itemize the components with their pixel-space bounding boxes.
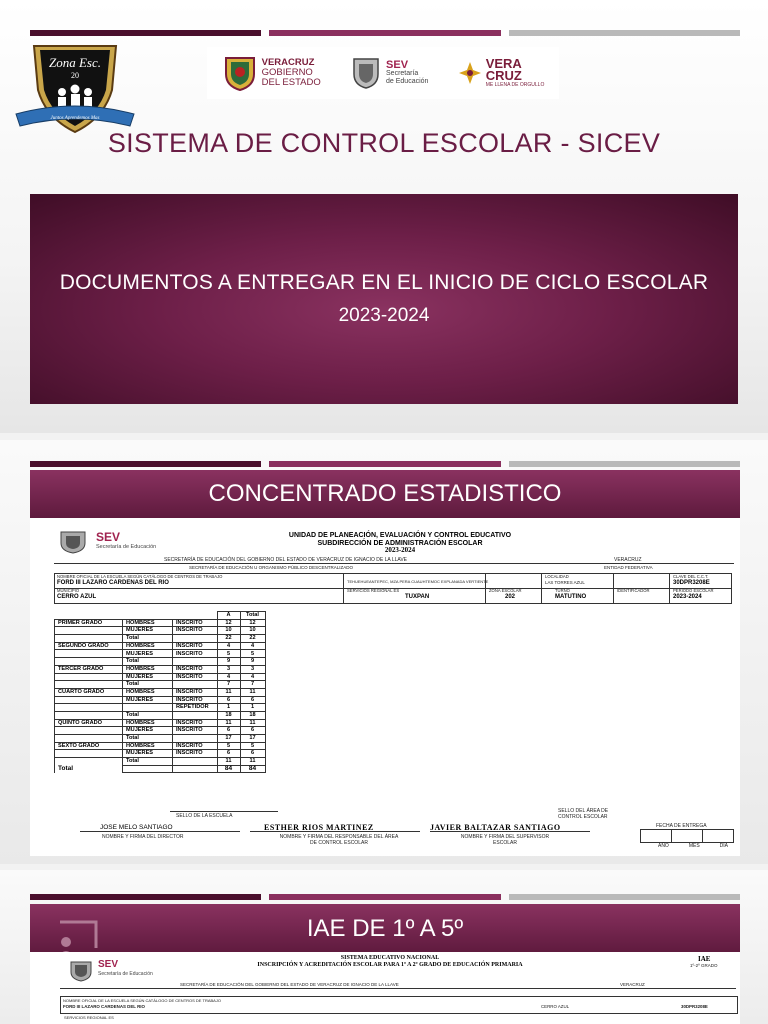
stat-cell-estado bbox=[173, 635, 218, 643]
stat-cell-a: 22 bbox=[217, 635, 240, 643]
stat-cell-sexo: HOMBRES bbox=[123, 665, 173, 673]
stat-cell-estado: INSCRITO bbox=[173, 688, 218, 696]
stat-cell-total: 11 bbox=[240, 688, 265, 696]
stat-cell-sexo: Total bbox=[123, 658, 173, 666]
stat-cell-a: 11 bbox=[217, 688, 240, 696]
stat-cell-a: 6 bbox=[217, 696, 240, 704]
table-row bbox=[55, 635, 266, 643]
veracruz-shield-icon bbox=[222, 54, 258, 92]
stat-cell-grado bbox=[55, 696, 123, 704]
stat-cell-estado: INSCRITO bbox=[173, 665, 218, 673]
stat-cell-total: 5 bbox=[240, 742, 265, 750]
veracruz-star-icon bbox=[458, 61, 482, 85]
stat-cell-a: 17 bbox=[217, 735, 240, 743]
stat-cell-a: 11 bbox=[217, 758, 240, 766]
table-row bbox=[55, 742, 266, 750]
stat-cell-estado: INSCRITO bbox=[173, 642, 218, 650]
veracruz-gobierno-logo: VERACRUZ GOBIERNO DEL ESTADO bbox=[222, 54, 321, 92]
stat-cell-total: 9 bbox=[240, 658, 265, 666]
table-row bbox=[55, 735, 266, 743]
stat-cell-estado: INSCRITO bbox=[173, 742, 218, 750]
stat-cell-sexo: Total bbox=[123, 758, 173, 766]
stat-cell-estado: INSCRITO bbox=[173, 719, 218, 727]
stat-cell-total: 17 bbox=[240, 735, 265, 743]
stat-cell-total: 5 bbox=[240, 650, 265, 658]
stat-cell-grado bbox=[55, 750, 123, 758]
supervisor-name: JAVIER BALTAZAR SANTIAGO bbox=[430, 823, 561, 832]
sev-shield-icon bbox=[350, 56, 382, 90]
stat-cell-a: 6 bbox=[217, 750, 240, 758]
stat-cell-grado: QUINTO GRADO bbox=[55, 719, 123, 727]
stat-cell-a: 9 bbox=[217, 658, 240, 666]
stat-cell-sexo: MUJERES bbox=[123, 750, 173, 758]
crest-title: Zona Esc. bbox=[49, 55, 101, 70]
stat-cell-grado bbox=[55, 711, 123, 719]
table-row bbox=[55, 765, 266, 773]
stat-cell-estado: INSCRITO bbox=[173, 673, 218, 681]
stat-cell-total: 6 bbox=[240, 696, 265, 704]
stat-cell-grado bbox=[55, 650, 123, 658]
stat-cell-sexo: MUJERES bbox=[123, 727, 173, 735]
stat-cell-estado bbox=[173, 758, 218, 766]
slide3-accent-bars bbox=[30, 894, 740, 900]
stat-cell-total: 10 bbox=[240, 627, 265, 635]
stat-cell-estado: REPETIDOR bbox=[173, 704, 218, 712]
stat-cell-estado: INSCRITO bbox=[173, 650, 218, 658]
table-row bbox=[55, 627, 266, 635]
stat-cell-total: 12 bbox=[240, 619, 265, 627]
stat-cell-total: 3 bbox=[240, 665, 265, 673]
stat-cell-estado bbox=[173, 658, 218, 666]
stat-cell-estado: INSCRITO bbox=[173, 627, 218, 635]
stat-cell-a: 7 bbox=[217, 681, 240, 689]
stat-cell-a: 1 bbox=[217, 704, 240, 712]
stat-cell-a: 5 bbox=[217, 650, 240, 658]
stat-cell-a: 11 bbox=[217, 719, 240, 727]
stat-cell-grado: SEGUNDO GRADO bbox=[55, 642, 123, 650]
stat-cell-grado bbox=[55, 627, 123, 635]
stat-cell-a: 12 bbox=[217, 619, 240, 627]
stat-cell-total: 7 bbox=[240, 681, 265, 689]
zona-escolar-crest-logo bbox=[14, 40, 136, 136]
stat-cell-estado bbox=[173, 711, 218, 719]
stat-cell-sexo: Total bbox=[123, 681, 173, 689]
stat-cell-total: 18 bbox=[240, 711, 265, 719]
table-row bbox=[55, 711, 266, 719]
stat-cell-sexo: HOMBRES bbox=[123, 719, 173, 727]
stat-cell-grado bbox=[55, 681, 123, 689]
table-row bbox=[55, 650, 266, 658]
table-row bbox=[55, 758, 266, 766]
government-logos-strip bbox=[207, 47, 559, 99]
table-row bbox=[55, 750, 266, 758]
table-row bbox=[55, 719, 266, 727]
table-row bbox=[55, 673, 266, 681]
stat-cell-estado: INSCRITO bbox=[173, 727, 218, 735]
slide2-accent-bars bbox=[30, 461, 740, 467]
slide-concentrado bbox=[0, 440, 768, 864]
stat-cell-grado: CUARTO GRADO bbox=[55, 688, 123, 696]
sev-secretaria-logo: SEV Secretaría de Educación bbox=[350, 56, 428, 90]
svg-text:20: 20 bbox=[71, 71, 79, 80]
stat-cell-grado: Total bbox=[55, 765, 123, 773]
stat-cell-grado bbox=[55, 658, 123, 666]
table-row bbox=[55, 665, 266, 673]
stat-cell-total: 11 bbox=[240, 758, 265, 766]
stat-cell-sexo: Total bbox=[123, 735, 173, 743]
slide-title bbox=[0, 0, 768, 433]
table-row bbox=[55, 619, 266, 627]
iae-document: SEV Secretaría de Educación SISTEMA EDUCATIVO NACIONAL INSCRIPCIÓN Y ACREDITACIÓN ESCOLAR PARA 1º A 2º GRADO DE EDUCACIÓN PRIMARIA IAE 1º-2º GRADO SECRETARÍA DE EDUCACIÓN DEL GOBIERNO DEL ESTADO DE VERACRUZ DE IGNACIO DE LA LLAVE VERACRUZ NOMBRE OFICIAL DE LA ESCUELA SEGÚN CATÁLOGO DE CENTROS DE TRABAJO FORD III LAZARO CARDENAS DEL RIO CERRO AZUL 30DPR3208E SERVICIOS REGIONAL ES bbox=[30, 952, 740, 1024]
stat-cell-sexo: HOMBRES bbox=[123, 642, 173, 650]
sev-shield-icon bbox=[58, 530, 88, 554]
stat-cell-estado bbox=[173, 765, 218, 773]
stat-cell-sexo: HOMBRES bbox=[123, 619, 173, 627]
stat-cell-total: 22 bbox=[240, 635, 265, 643]
stat-cell-sexo: MUJERES bbox=[123, 673, 173, 681]
stat-cell-a: 4 bbox=[217, 673, 240, 681]
stat-cell-grado bbox=[55, 673, 123, 681]
stat-cell-grado bbox=[55, 635, 123, 643]
table-row bbox=[55, 727, 266, 735]
stat-cell-sexo: Total bbox=[123, 711, 173, 719]
stat-cell-sexo bbox=[123, 704, 173, 712]
table-row bbox=[55, 642, 266, 650]
fecha-entrega-box bbox=[640, 829, 734, 843]
stat-cell-total: 6 bbox=[240, 727, 265, 735]
title-banner bbox=[30, 194, 738, 404]
stat-cell-grado: SEXTO GRADO bbox=[55, 742, 123, 750]
slide2-header: CONCENTRADO ESTADISTICO bbox=[30, 470, 740, 518]
stat-cell-a: 10 bbox=[217, 627, 240, 635]
concentrado-document: SEV Secretaría de Educación UNIDAD DE PLANEACIÓN, EVALUACIÓN Y CONTROL EDUCATIVO SUBDIRECCIÓN DE ADMINISTRACIÓN ESCOLAR 2023-2024 SECRETARÍA DE EDUCACIÓN DEL GOBIERNO DEL ESTADO DE VERACRUZ DE IGNACIO DE LA LLAVE VERACRUZ SECRETARÍA DE EDUCACIÓN U ORGANISMO PÚBLICO DESCENTRALIZADO ENTIDAD FEDERATIVA NOMBRE OFICIAL DE LA ESCUELA SEGÚN CATÁLOGO DE CENTROS DE TRABAJO FORD III LAZARO CARDENAS DEL RIO TEHUEHUEANTEPEC, MZA PERA CUAUHTEMOC EXPLANADA VERTIENTE LOCALIDAD LAS TORRES AZUL CLAVE DEL C.C.T. 30DPR3208E MUNICIPIO CERRO AZUL SERVICIOS REGIONAL ES TUXPAN ZONA ESCOLAR 202 TURNO MATUTINO IDENTIFICADOR PERIODO ESCOLAR 2023-2024 A Total PRIMER GRADO HOMBRES INSCRITO 12 12 MUJERES INSCRITO 10 10 Total 22 22 SEGUNDO GRADO HOMBRES INSCRITO 4 4 MUJERES INSCRITO 5 5 Total 9 9 TERCER GRADO HOMBRES INSCRITO 3 3 MUJERES INSCRITO 4 4 Total 7 7 CUARTO GRADO HOMBRES INSCRITO 11 11 MUJERES INSCRITO 6 6 REPETIDOR 1 1 Total 18 18 QUINTO GRADO HOMBRES INSCRITO 11 11 MUJERES INSCRITO 6 6 Total 17 17 SEXTO GRADO HOMBRES INSCRITO 5 5 MUJERES INSCRITO 6 6 Total 11 11 Total 84 84 SELLO DE LA ESCUELA SELLO DEL ÁREA DE CONTROL ESCOLAR FECHA DE ENTREGA AÑO MES DÍA JOSE MELO SANTIAGO NOMBRE Y FIRMA DEL DIRECTOR ESTHER RIOS MARTINEZ NOMBRE Y FIRMA DEL RESPONSABLE DEL ÁREA DE CONTROL ESCOLAR JAVIER BALTAZAR SANTIAGO NOMBRE Y FIRMA DEL SUPERVISOR ESCOLAR bbox=[30, 518, 740, 856]
slide3-header: IAE DE 1º A 5º bbox=[30, 904, 740, 954]
document-heading: UNIDAD DE PLANEACIÓN, EVALUACIÓN Y CONTROL EDUCATIVO SUBDIRECCIÓN DE ADMINISTRACIÓN ESCOLAR 2023-2024 bbox=[288, 532, 512, 554]
table-row bbox=[55, 658, 266, 666]
stat-cell-sexo: HOMBRES bbox=[123, 688, 173, 696]
stat-cell-total: 6 bbox=[240, 750, 265, 758]
control-escolar-name: ESTHER RIOS MARTINEZ bbox=[264, 823, 374, 832]
stat-cell-grado: PRIMER GRADO bbox=[55, 619, 123, 627]
table-row bbox=[55, 704, 266, 712]
stat-cell-a: 4 bbox=[217, 642, 240, 650]
stat-cell-a: 3 bbox=[217, 665, 240, 673]
director-name: JOSE MELO SANTIAGO bbox=[100, 824, 173, 831]
stat-cell-sexo: Total bbox=[123, 635, 173, 643]
stat-cell-estado bbox=[173, 681, 218, 689]
stat-cell-sexo: MUJERES bbox=[123, 696, 173, 704]
stat-cell-a: 6 bbox=[217, 727, 240, 735]
veracruz-orgullo-logo: VERA CRUZ ME LLENA DE ORGULLO bbox=[458, 58, 545, 89]
stat-cell-total: 11 bbox=[240, 719, 265, 727]
enrollment-statistics-table: A Total PRIMER GRADO HOMBRES INSCRITO 12 12 MUJERES INSCRITO 10 10 Total 22 22 SEGUNDO GRADO HOMBRES INSCRITO 4 4 MUJERES INSCRITO 5 5 Total 9 9 TERCER GRADO HOMBRES INSCRITO 3 3 MUJERES INSCRITO 4 4 Total 7 7 CUARTO GRADO HOMBRES INSCRITO 11 11 MUJERES INSCRITO 6 6 REPETIDOR 1 1 Total 18 18 QUINTO GRADO HOMBRES INSCRITO 11 11 MUJERES INSCRITO 6 6 Total 17 17 SEXTO GRADO HOMBRES INSCRITO 5 5 MUJERES INSCRITO 6 6 Total 11 11 Total 84 84 bbox=[54, 611, 266, 773]
stat-cell-estado: INSCRITO bbox=[173, 696, 218, 704]
stat-cell-grado bbox=[55, 704, 123, 712]
stat-cell-a: 84 bbox=[217, 765, 240, 773]
banner-title: DOCUMENTOS A ENTREGAR EN EL INICIO DE CICLO ESCOLAR bbox=[59, 271, 709, 294]
top-accent-bars bbox=[30, 30, 740, 36]
stat-cell-total: 4 bbox=[240, 673, 265, 681]
stat-cell-a: 5 bbox=[217, 742, 240, 750]
school-info-box: NOMBRE OFICIAL DE LA ESCUELA SEGÚN CATÁLOGO DE CENTROS DE TRABAJO FORD III LAZARO CARDENAS DEL RIO TEHUEHUEANTEPEC, MZA PERA CUAUHTEMOC EXPLANADA VERTIENTE LOCALIDAD LAS TORRES AZUL CLAVE DEL C.C.T. 30DPR3208E MUNICIPIO CERRO AZUL SERVICIOS REGIONAL ES TUXPAN ZONA ESCOLAR 202 TURNO MATUTINO IDENTIFICADOR PERIODO ESCOLAR 2023-2024 bbox=[54, 573, 732, 604]
stat-cell-estado bbox=[173, 735, 218, 743]
table-row bbox=[55, 688, 266, 696]
banner-year: 2023-2024 bbox=[338, 305, 430, 326]
stat-cell-total: 4 bbox=[240, 642, 265, 650]
cct-code: 30DPR3208E bbox=[673, 580, 710, 586]
stat-cell-estado: INSCRITO bbox=[173, 750, 218, 758]
stat-cell-total: 84 bbox=[240, 765, 265, 773]
stat-cell-sexo: MUJERES bbox=[123, 627, 173, 635]
stat-cell-grado: TERCER GRADO bbox=[55, 665, 123, 673]
stat-cell-a: 18 bbox=[217, 711, 240, 719]
stat-cell-grado bbox=[55, 727, 123, 735]
stat-cell-grado bbox=[55, 735, 123, 743]
stat-cell-estado: INSCRITO bbox=[173, 619, 218, 627]
table-row bbox=[55, 681, 266, 689]
slide-iae bbox=[0, 870, 768, 1024]
school-name: FORD III LAZARO CARDENAS DEL RIO bbox=[57, 580, 169, 586]
table-row bbox=[55, 696, 266, 704]
stat-cell-total: 1 bbox=[240, 704, 265, 712]
stat-cell-sexo bbox=[123, 765, 173, 773]
sev-shield-icon bbox=[68, 960, 94, 982]
stat-cell-sexo: MUJERES bbox=[123, 650, 173, 658]
page-title: SISTEMA DE CONTROL ESCOLAR - SICEV bbox=[107, 128, 661, 158]
svg-text:Juntos Aprendemos Mas: Juntos Aprendemos Mas bbox=[50, 116, 100, 121]
stat-cell-sexo: HOMBRES bbox=[123, 742, 173, 750]
